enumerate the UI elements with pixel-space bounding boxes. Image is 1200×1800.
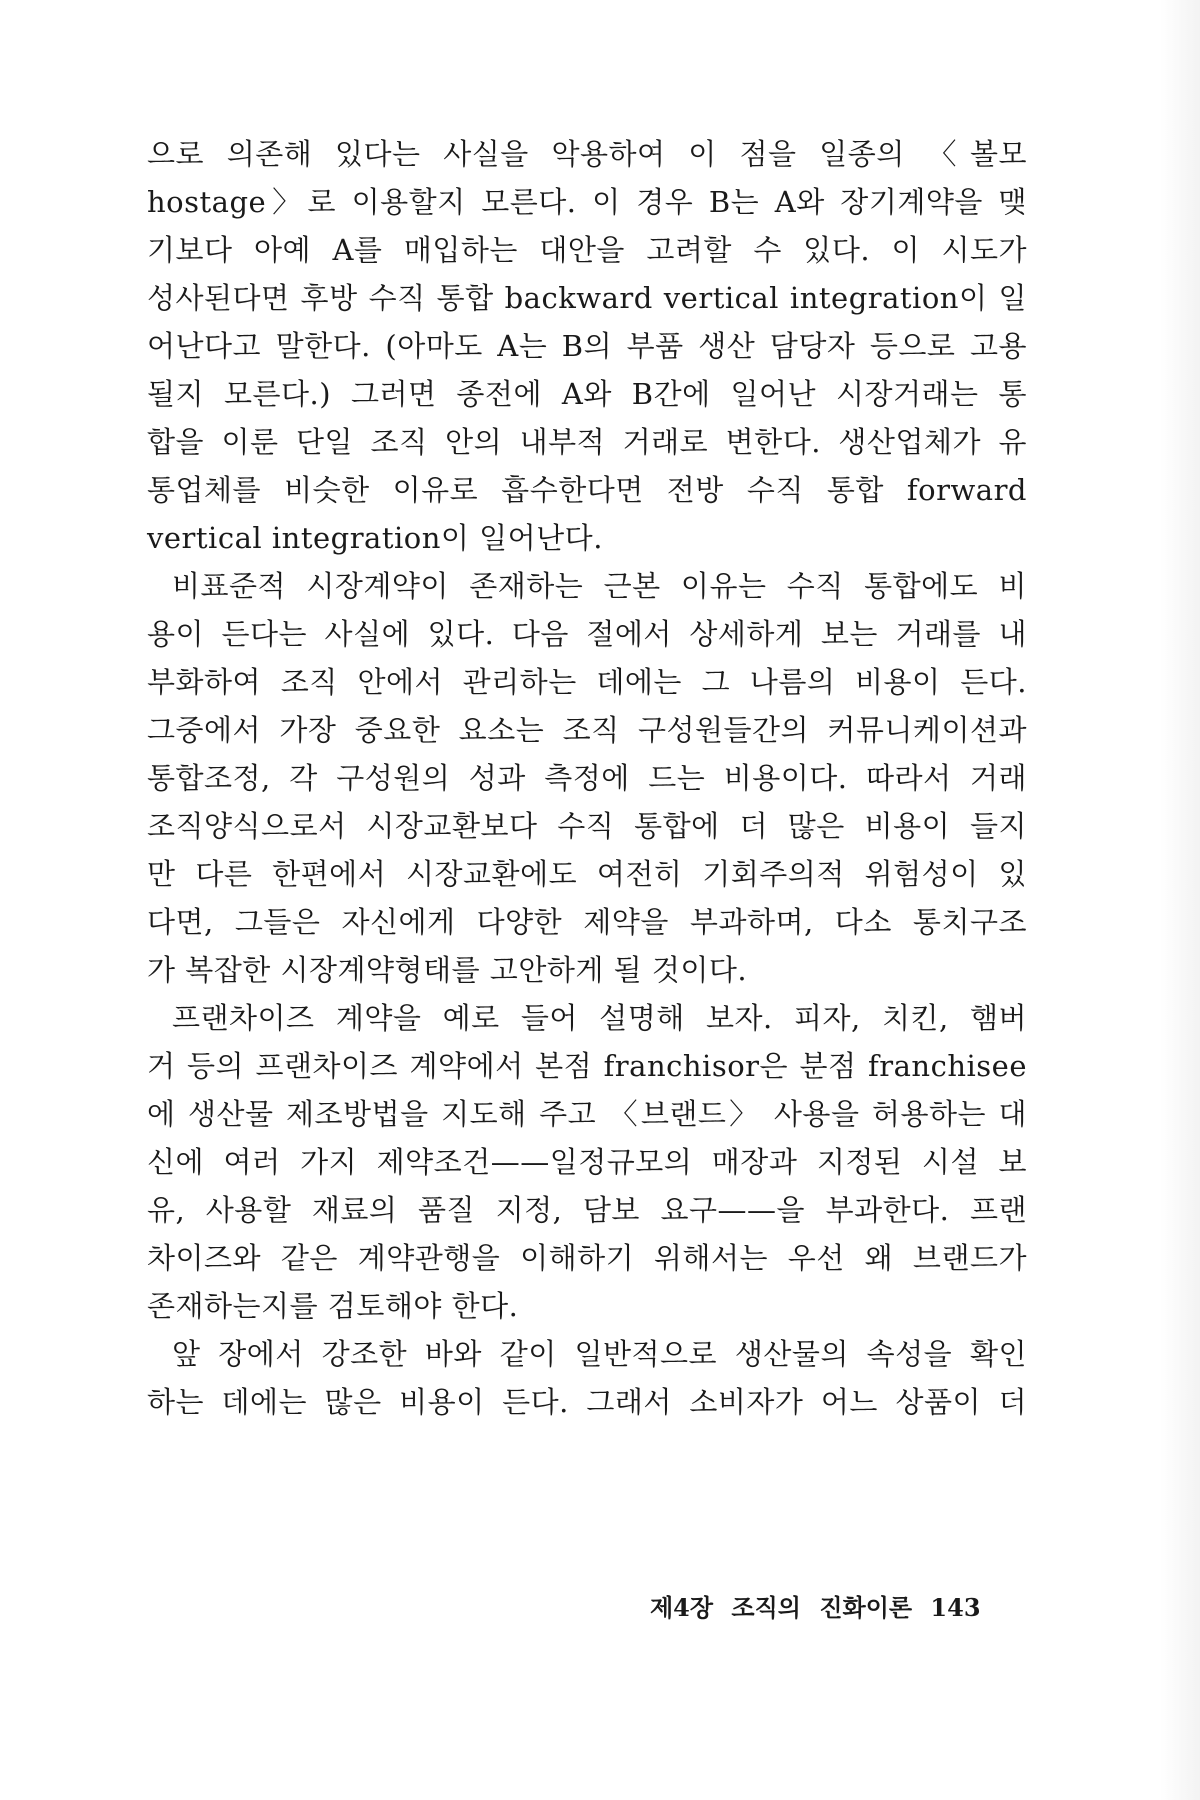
- text-line: 에 생산물 제조방법을 지도해 주고 〈브랜드〉 사용을 허용하는 대: [147, 1097, 1027, 1131]
- text-line: 신에 여러 가지 제약조건——일정규모의 매장과 지정된 시설 보: [147, 1145, 1027, 1179]
- text-line: 성사된다면 후방 수직 통합 backward vertical integration이 일: [147, 281, 1027, 315]
- text-line: 통합조정, 각 구성원의 성과 측정에 드는 비용이다. 따라서 거래: [147, 761, 1027, 795]
- paragraph-first-line: 비표준적 시장계약이 존재하는 근본 이유는 수직 통합에도 비: [172, 569, 1027, 603]
- text-line: 만 다른 한편에서 시장교환에도 여전히 기회주의적 위험성이 있: [147, 857, 1027, 891]
- text-line: 통업체를 비슷한 이유로 흡수한다면 전방 수직 통합 forward: [147, 473, 1027, 507]
- paragraph-first-line: 앞 장에서 강조한 바와 같이 일반적으로 생산물의 속성을 확인: [172, 1337, 1027, 1371]
- page-footer: 제4장 조직의 진화이론 143: [650, 1593, 981, 1622]
- text-line: 어난다고 말한다. (아마도 A는 B의 부품 생산 담당자 등으로 고용: [147, 329, 1027, 363]
- text-line: hostage〉로 이용할지 모른다. 이 경우 B는 A와 장기계약을 맺: [147, 185, 1027, 219]
- text-line: 차이즈와 같은 계약관행을 이해하기 위해서는 우선 왜 브랜드가: [147, 1241, 1027, 1275]
- text-line: 가 복잡한 시장계약형태를 고안하게 될 것이다.: [147, 953, 748, 987]
- text-line: 합을 이룬 단일 조직 안의 내부적 거래로 변한다. 생산업체가 유: [147, 425, 1027, 459]
- text-line: 그중에서 가장 중요한 요소는 조직 구성원들간의 커뮤니케이션과: [147, 713, 1027, 747]
- text-line: 부화하여 조직 안에서 관리하는 데에는 그 나름의 비용이 든다.: [147, 665, 1027, 699]
- text-line: 조직양식으로서 시장교환보다 수직 통합에 더 많은 비용이 들지: [147, 809, 1027, 843]
- text-line: 하는 데에는 많은 비용이 든다. 그래서 소비자가 어느 상품이 더: [147, 1385, 1027, 1419]
- text-line: 될지 모른다.) 그러면 종전에 A와 B간에 일어난 시장거래는 통: [147, 377, 1027, 411]
- text-line: 다면, 그들은 자신에게 다양한 제약을 부과하며, 다소 통치구조: [147, 905, 1027, 939]
- text-line: 거 등의 프랜차이즈 계약에서 본점 franchisor은 분점 franchisee: [147, 1049, 1027, 1083]
- scan-shadow: [1160, 0, 1200, 1800]
- text-line: 용이 든다는 사실에 있다. 다음 절에서 상세하게 보는 거래를 내: [147, 617, 1027, 651]
- text-line: vertical integration이 일어난다.: [147, 521, 603, 555]
- text-line: 유, 사용할 재료의 품질 지정, 담보 요구——을 부과한다. 프랜: [147, 1193, 1027, 1227]
- paragraph-first-line: 프랜차이즈 계약을 예로 들어 설명해 보자. 피자, 치킨, 햄버: [172, 1001, 1027, 1035]
- text-line: 기보다 아예 A를 매입하는 대안을 고려할 수 있다. 이 시도가: [147, 233, 1027, 267]
- text-line: 으로 의존해 있다는 사실을 악용하여 이 점을 일종의 〈볼모: [147, 137, 1027, 171]
- text-line: 존재하는지를 검토해야 한다.: [147, 1289, 519, 1323]
